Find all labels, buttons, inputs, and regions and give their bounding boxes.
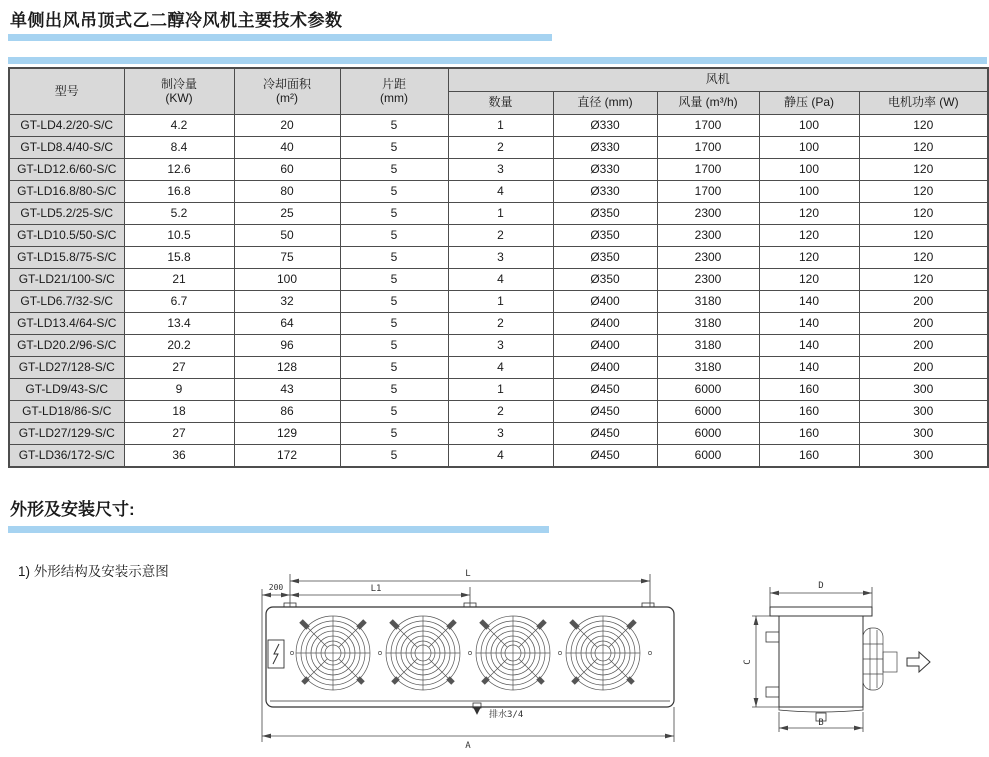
value-cell: 8.4 bbox=[124, 137, 234, 159]
value-cell: Ø400 bbox=[553, 357, 657, 379]
value-cell: 5 bbox=[340, 247, 448, 269]
value-cell: 5 bbox=[340, 115, 448, 137]
title-accent-bar bbox=[8, 34, 552, 41]
value-cell: 160 bbox=[759, 379, 859, 401]
value-cell: 16.8 bbox=[124, 181, 234, 203]
table-row bbox=[9, 159, 988, 181]
table-row bbox=[9, 313, 988, 335]
value-cell: 3 bbox=[448, 247, 553, 269]
model-cell: GT-LD27/128-S/C bbox=[9, 357, 124, 379]
table-row bbox=[9, 225, 988, 247]
value-cell: 60 bbox=[234, 159, 340, 181]
value-cell: 5 bbox=[340, 313, 448, 335]
side-view-drawing bbox=[743, 581, 930, 732]
col-header-fan-static-pressure: 静压 (Pa) bbox=[759, 92, 859, 115]
fan-guard-icon bbox=[386, 616, 460, 690]
table-row bbox=[9, 401, 988, 423]
value-cell: 129 bbox=[234, 423, 340, 445]
table-row bbox=[9, 423, 988, 445]
value-cell: 200 bbox=[859, 291, 988, 313]
value-cell: Ø450 bbox=[553, 423, 657, 445]
table-row bbox=[9, 203, 988, 225]
value-cell: 120 bbox=[859, 159, 988, 181]
value-cell: 25 bbox=[234, 203, 340, 225]
col-header-model: 型号 bbox=[9, 68, 124, 115]
col-header-fan-motor-power: 电机功率 (W) bbox=[859, 92, 988, 115]
value-cell: 140 bbox=[759, 313, 859, 335]
col-header-cooling-capacity: 制冷量 (KW) bbox=[124, 68, 234, 115]
value-cell: 5 bbox=[340, 225, 448, 247]
value-cell: Ø350 bbox=[553, 203, 657, 225]
dim-label-C: C bbox=[743, 659, 753, 665]
section2-accent-bar bbox=[8, 526, 549, 533]
value-cell: 160 bbox=[759, 445, 859, 468]
drain-label: 排水3/4 bbox=[489, 710, 524, 720]
value-cell: 5 bbox=[340, 159, 448, 181]
dim-label-200: 200 bbox=[268, 583, 284, 592]
value-cell: 5 bbox=[340, 445, 448, 468]
value-cell: Ø350 bbox=[553, 269, 657, 291]
side-fan-guard-icon bbox=[863, 628, 897, 690]
value-cell: 5 bbox=[340, 357, 448, 379]
value-cell: Ø450 bbox=[553, 445, 657, 468]
value-cell: 160 bbox=[759, 423, 859, 445]
value-cell: 1 bbox=[448, 291, 553, 313]
value-cell: Ø330 bbox=[553, 137, 657, 159]
value-cell: 3 bbox=[448, 423, 553, 445]
value-cell: 1 bbox=[448, 379, 553, 401]
value-cell: 4 bbox=[448, 269, 553, 291]
value-cell: Ø330 bbox=[553, 181, 657, 203]
value-cell: 120 bbox=[859, 137, 988, 159]
value-cell: 3180 bbox=[657, 313, 759, 335]
value-cell: 6.7 bbox=[124, 291, 234, 313]
value-cell: 300 bbox=[859, 379, 988, 401]
value-cell: 20 bbox=[234, 115, 340, 137]
value-cell: 5 bbox=[340, 423, 448, 445]
value-cell: 2 bbox=[448, 313, 553, 335]
value-cell: 5 bbox=[340, 335, 448, 357]
value-cell: 43 bbox=[234, 379, 340, 401]
value-cell: 300 bbox=[859, 445, 988, 468]
table-row bbox=[9, 181, 988, 203]
model-cell: GT-LD13.4/64-S/C bbox=[9, 313, 124, 335]
value-cell: 120 bbox=[759, 247, 859, 269]
value-cell: 2 bbox=[448, 401, 553, 423]
installation-drawing bbox=[250, 556, 989, 752]
front-view-drawing bbox=[262, 569, 674, 751]
value-cell: 20.2 bbox=[124, 335, 234, 357]
value-cell: 2 bbox=[448, 225, 553, 247]
value-cell: 2 bbox=[448, 137, 553, 159]
value-cell: 1 bbox=[448, 115, 553, 137]
value-cell: 172 bbox=[234, 445, 340, 468]
value-cell: 5 bbox=[340, 291, 448, 313]
drain-fitting-icon bbox=[473, 703, 481, 714]
table-row bbox=[9, 445, 988, 468]
value-cell: 140 bbox=[759, 335, 859, 357]
value-cell: 140 bbox=[759, 291, 859, 313]
value-cell: 160 bbox=[759, 401, 859, 423]
front-view-dimensions bbox=[262, 574, 674, 742]
model-cell: GT-LD12.6/60-S/C bbox=[9, 159, 124, 181]
value-cell: 2300 bbox=[657, 225, 759, 247]
value-cell: 32 bbox=[234, 291, 340, 313]
value-cell: 6000 bbox=[657, 445, 759, 468]
value-cell: 120 bbox=[759, 225, 859, 247]
value-cell: 6000 bbox=[657, 423, 759, 445]
col-header-fan-qty: 数量 bbox=[448, 92, 553, 115]
value-cell: 36 bbox=[124, 445, 234, 468]
value-cell: 5 bbox=[340, 401, 448, 423]
airflow-arrow-icon bbox=[907, 652, 930, 672]
value-cell: 100 bbox=[234, 269, 340, 291]
value-cell: 18 bbox=[124, 401, 234, 423]
model-cell: GT-LD4.2/20-S/C bbox=[9, 115, 124, 137]
value-cell: 4.2 bbox=[124, 115, 234, 137]
technical-drawing-svg bbox=[250, 556, 989, 752]
model-cell: GT-LD16.8/80-S/C bbox=[9, 181, 124, 203]
value-cell: 10.5 bbox=[124, 225, 234, 247]
value-cell: 3 bbox=[448, 335, 553, 357]
value-cell: 64 bbox=[234, 313, 340, 335]
table-header bbox=[9, 68, 988, 115]
fan-guard-icon bbox=[566, 616, 640, 690]
value-cell: 100 bbox=[759, 137, 859, 159]
value-cell: 1 bbox=[448, 203, 553, 225]
value-cell: 128 bbox=[234, 357, 340, 379]
value-cell: 80 bbox=[234, 181, 340, 203]
value-cell: 3180 bbox=[657, 291, 759, 313]
value-cell: 5 bbox=[340, 269, 448, 291]
model-cell: GT-LD15.8/75-S/C bbox=[9, 247, 124, 269]
value-cell: 5 bbox=[340, 137, 448, 159]
value-cell: 6000 bbox=[657, 379, 759, 401]
value-cell: 120 bbox=[759, 203, 859, 225]
col-header-fin-spacing: 片距 (mm) bbox=[340, 68, 448, 115]
value-cell: 100 bbox=[759, 181, 859, 203]
value-cell: 120 bbox=[759, 269, 859, 291]
table-row bbox=[9, 357, 988, 379]
value-cell: Ø450 bbox=[553, 401, 657, 423]
value-cell: 4 bbox=[448, 181, 553, 203]
value-cell: 27 bbox=[124, 357, 234, 379]
model-cell: GT-LD5.2/25-S/C bbox=[9, 203, 124, 225]
value-cell: 120 bbox=[859, 247, 988, 269]
value-cell: 2300 bbox=[657, 247, 759, 269]
table-row bbox=[9, 379, 988, 401]
value-cell: 6000 bbox=[657, 401, 759, 423]
value-cell: Ø400 bbox=[553, 313, 657, 335]
value-cell: 200 bbox=[859, 357, 988, 379]
dim-label-B: B bbox=[818, 718, 824, 728]
value-cell: 21 bbox=[124, 269, 234, 291]
value-cell: 1700 bbox=[657, 115, 759, 137]
value-cell: 120 bbox=[859, 203, 988, 225]
value-cell: 96 bbox=[234, 335, 340, 357]
col-header-fan-diameter: 直径 (mm) bbox=[553, 92, 657, 115]
value-cell: 5 bbox=[340, 203, 448, 225]
value-cell: 300 bbox=[859, 401, 988, 423]
value-cell: 200 bbox=[859, 335, 988, 357]
page-title: 单侧出风吊顶式乙二醇冷风机主要技术参数 bbox=[10, 11, 343, 30]
fan-guard-icon bbox=[296, 616, 370, 690]
model-cell: GT-LD6.7/32-S/C bbox=[9, 291, 124, 313]
fan-guard-icon bbox=[476, 616, 550, 690]
value-cell: Ø450 bbox=[553, 379, 657, 401]
value-cell: 120 bbox=[859, 225, 988, 247]
value-cell: 1700 bbox=[657, 137, 759, 159]
value-cell: Ø400 bbox=[553, 291, 657, 313]
value-cell: 300 bbox=[859, 423, 988, 445]
value-cell: Ø350 bbox=[553, 247, 657, 269]
value-cell: 2300 bbox=[657, 269, 759, 291]
model-cell: GT-LD36/172-S/C bbox=[9, 445, 124, 468]
value-cell: Ø330 bbox=[553, 115, 657, 137]
value-cell: 100 bbox=[759, 115, 859, 137]
value-cell: 200 bbox=[859, 313, 988, 335]
value-cell: 15.8 bbox=[124, 247, 234, 269]
value-cell: 4 bbox=[448, 357, 553, 379]
table-row bbox=[9, 269, 988, 291]
dim-label-A: A bbox=[465, 741, 471, 751]
model-cell: GT-LD8.4/40-S/C bbox=[9, 137, 124, 159]
value-cell: 5.2 bbox=[124, 203, 234, 225]
table-row bbox=[9, 335, 988, 357]
value-cell: 2300 bbox=[657, 203, 759, 225]
value-cell: 1700 bbox=[657, 159, 759, 181]
electrical-box-lightning-icon bbox=[268, 640, 284, 668]
col-header-cooling-area: 冷却面积 (m²) bbox=[234, 68, 340, 115]
col-header-fan-group: 风机 bbox=[448, 68, 988, 92]
section2-title: 外形及安装尺寸: bbox=[10, 500, 135, 519]
value-cell: Ø400 bbox=[553, 335, 657, 357]
table-row bbox=[9, 291, 988, 313]
value-cell: 1700 bbox=[657, 181, 759, 203]
value-cell: 120 bbox=[859, 181, 988, 203]
value-cell: 12.6 bbox=[124, 159, 234, 181]
value-cell: 5 bbox=[340, 379, 448, 401]
value-cell: 3180 bbox=[657, 357, 759, 379]
model-cell: GT-LD10.5/50-S/C bbox=[9, 225, 124, 247]
value-cell: 140 bbox=[759, 357, 859, 379]
value-cell: 5 bbox=[340, 181, 448, 203]
table-row bbox=[9, 115, 988, 137]
value-cell: 3180 bbox=[657, 335, 759, 357]
model-cell: GT-LD9/43-S/C bbox=[9, 379, 124, 401]
value-cell: 120 bbox=[859, 115, 988, 137]
value-cell: 9 bbox=[124, 379, 234, 401]
value-cell: 120 bbox=[859, 269, 988, 291]
figure-caption: 1) 外形结构及安装示意图 bbox=[18, 564, 169, 579]
value-cell: 75 bbox=[234, 247, 340, 269]
value-cell: 40 bbox=[234, 137, 340, 159]
value-cell: 4 bbox=[448, 445, 553, 468]
value-cell: 3 bbox=[448, 159, 553, 181]
value-cell: 13.4 bbox=[124, 313, 234, 335]
dim-label-L1: L1 bbox=[370, 584, 382, 594]
model-cell: GT-LD21/100-S/C bbox=[9, 269, 124, 291]
value-cell: 86 bbox=[234, 401, 340, 423]
table-accent-bar bbox=[8, 57, 987, 64]
model-cell: GT-LD18/86-S/C bbox=[9, 401, 124, 423]
dim-label-D: D bbox=[818, 581, 824, 591]
value-cell: 50 bbox=[234, 225, 340, 247]
spec-table bbox=[8, 67, 989, 468]
table-row bbox=[9, 247, 988, 269]
value-cell: 100 bbox=[759, 159, 859, 181]
value-cell: Ø330 bbox=[553, 159, 657, 181]
table-body bbox=[9, 115, 988, 468]
dim-label-L: L bbox=[465, 569, 471, 579]
value-cell: Ø350 bbox=[553, 225, 657, 247]
model-cell: GT-LD27/129-S/C bbox=[9, 423, 124, 445]
col-header-fan-airflow: 风量 (m³/h) bbox=[657, 92, 759, 115]
value-cell: 27 bbox=[124, 423, 234, 445]
model-cell: GT-LD20.2/96-S/C bbox=[9, 335, 124, 357]
table-row bbox=[9, 137, 988, 159]
